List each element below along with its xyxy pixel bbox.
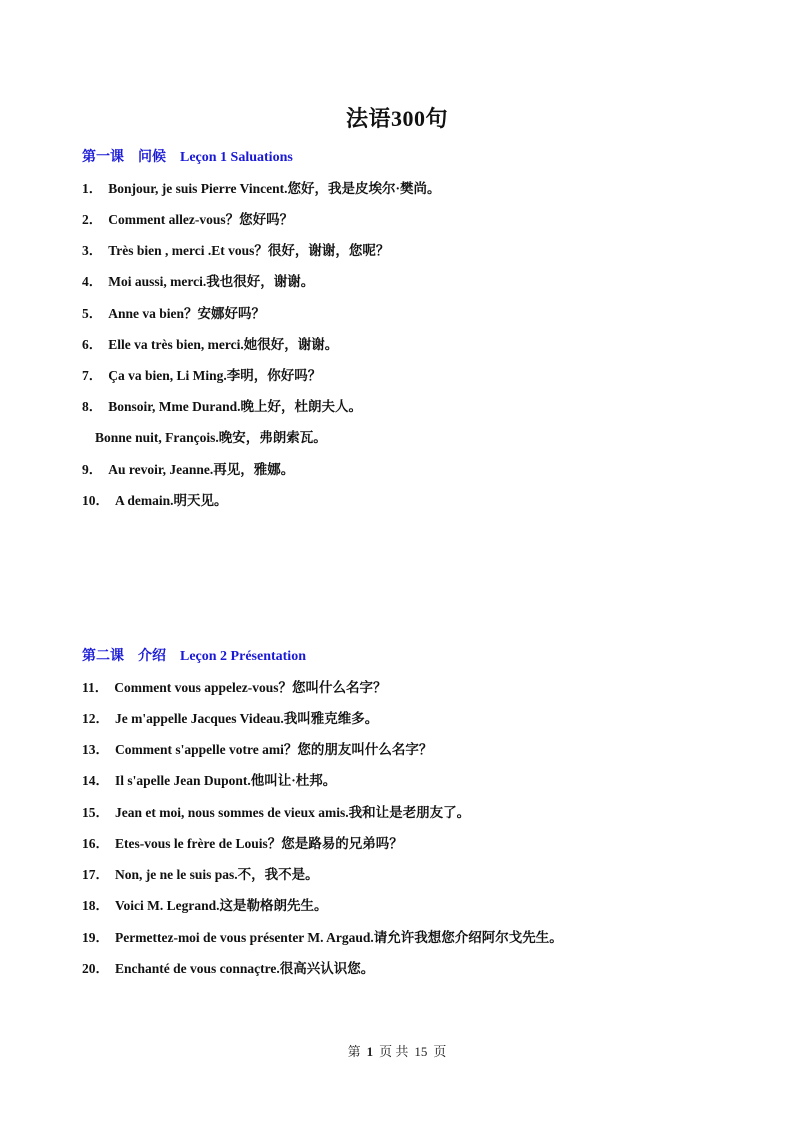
sentence-text: Comment vous appelez-vous？您叫什么名字？ [114, 680, 387, 695]
sentence-number: 8． [82, 399, 103, 414]
footer-page-number: 1 [366, 1044, 374, 1059]
sentence-text: Permettez-moi de vous présenter M. Argaud.请允许我想您介绍阿尔戈先生。 [115, 930, 563, 945]
footer-suffix: 页 [433, 1044, 447, 1059]
sentence-text: Ça va bien, Li Ming.李明，你好吗？ [108, 368, 322, 383]
sentence-text: Très bien , merci .Et vous？很好，谢谢，您呢？ [108, 243, 390, 258]
sentence-number: 16． [82, 836, 109, 851]
lesson-2-french-title: Leçon 2 Présentation [180, 649, 306, 664]
page-title: 法语300句 [345, 106, 448, 131]
sentence-line [95, 426, 327, 446]
sentence-text: A demain.明天见。 [115, 493, 228, 508]
sentence-text: Je m'appelle Jacques Videau.我叫雅克维多。 [115, 711, 379, 726]
sentence-line [82, 707, 378, 727]
sentence-number: 7． [82, 368, 103, 383]
lesson-2-chinese-title: 介绍 [138, 649, 166, 664]
lesson-1-number: 第一课 [82, 150, 124, 165]
sentence-line [82, 769, 336, 789]
sentence-line [82, 957, 374, 977]
sentence-number: 3． [82, 243, 103, 258]
sentence-text: Voici M. Legrand.这是勒格朗先生。 [115, 898, 328, 913]
sentence-text: Elle va très bien, merci.她很好，谢谢。 [108, 337, 339, 352]
sentence-text: Moi aussi, merci.我也很好，谢谢。 [108, 274, 315, 289]
lesson-1-heading [82, 146, 293, 166]
sentence-text: Non, je ne le suis pas.不，我不是。 [115, 867, 319, 882]
sentence-number: 1． [82, 181, 103, 196]
footer-middle: 页 共 [379, 1044, 409, 1059]
sentence-number: 14． [82, 773, 109, 788]
sentence-number: 11． [82, 680, 109, 695]
sentence-text: Etes-vous le frère de Louis？您是路易的兄弟吗？ [115, 836, 403, 851]
sentence-line [82, 738, 432, 758]
footer-prefix: 第 [347, 1044, 361, 1059]
sentence-text: Comment allez-vous？您好吗？ [108, 212, 294, 227]
sentence-text: Il s'apelle Jean Dupont.他叫让·杜邦。 [115, 773, 337, 788]
sentence-text: Bonne nuit, François.晚安，弗朗索瓦。 [95, 430, 327, 445]
sentence-line [82, 676, 387, 696]
lesson-2-number: 第二课 [82, 649, 124, 664]
sentence-text: Bonjour, je suis Pierre Vincent.您好，我是皮埃尔·樊尚。 [108, 181, 441, 196]
sentence-number: 12． [82, 711, 109, 726]
sentence-text: Jean et moi, nous sommes de vieux amis.我和让是老朋友了。 [115, 805, 471, 820]
sentence-number: 13． [82, 742, 109, 757]
page-footer [0, 1041, 794, 1060]
lesson-2-heading [82, 645, 306, 665]
sentence-text: Comment s'appelle votre ami？您的朋友叫什么名字？ [115, 742, 433, 757]
sentence-line [82, 177, 441, 197]
lesson-1-french-title: Leçon 1 Saluations [180, 150, 293, 165]
sentence-number: 18． [82, 898, 109, 913]
sentence-text: Au revoir, Jeanne.再见，雅娜。 [108, 462, 295, 477]
footer-total-pages: 15 [414, 1044, 428, 1059]
sentence-number: 10． [82, 493, 109, 508]
sentence-number: 2． [82, 212, 103, 227]
sentence-line [82, 458, 294, 478]
sentence-line [82, 926, 563, 946]
sentence-line [82, 863, 319, 883]
sentence-number: 19． [82, 930, 109, 945]
sentence-line [82, 364, 321, 384]
sentence-number: 6． [82, 337, 103, 352]
sentence-line [82, 270, 314, 290]
sentence-text: Bonsoir, Mme Durand.晚上好，杜朗夫人。 [108, 399, 363, 414]
sentence-number: 17． [82, 867, 109, 882]
sentence-line [82, 894, 328, 914]
sentence-number: 4． [82, 274, 103, 289]
sentence-line [82, 239, 389, 259]
sentence-text: Anne va bien？安娜好吗？ [108, 306, 266, 321]
sentence-text: Enchanté de vous connaçtre.很高兴认识您。 [115, 961, 375, 976]
sentence-line [82, 801, 470, 821]
sentence-line [82, 489, 228, 509]
lesson-1-chinese-title: 问候 [138, 150, 166, 165]
sentence-line [82, 208, 293, 228]
sentence-line [82, 302, 265, 322]
sentence-line [82, 333, 338, 353]
sentence-line [82, 395, 362, 415]
sentence-number: 15． [82, 805, 109, 820]
sentence-number: 5． [82, 306, 103, 321]
sentence-number: 20． [82, 961, 109, 976]
sentence-line [82, 832, 403, 852]
sentence-number: 9． [82, 462, 103, 477]
